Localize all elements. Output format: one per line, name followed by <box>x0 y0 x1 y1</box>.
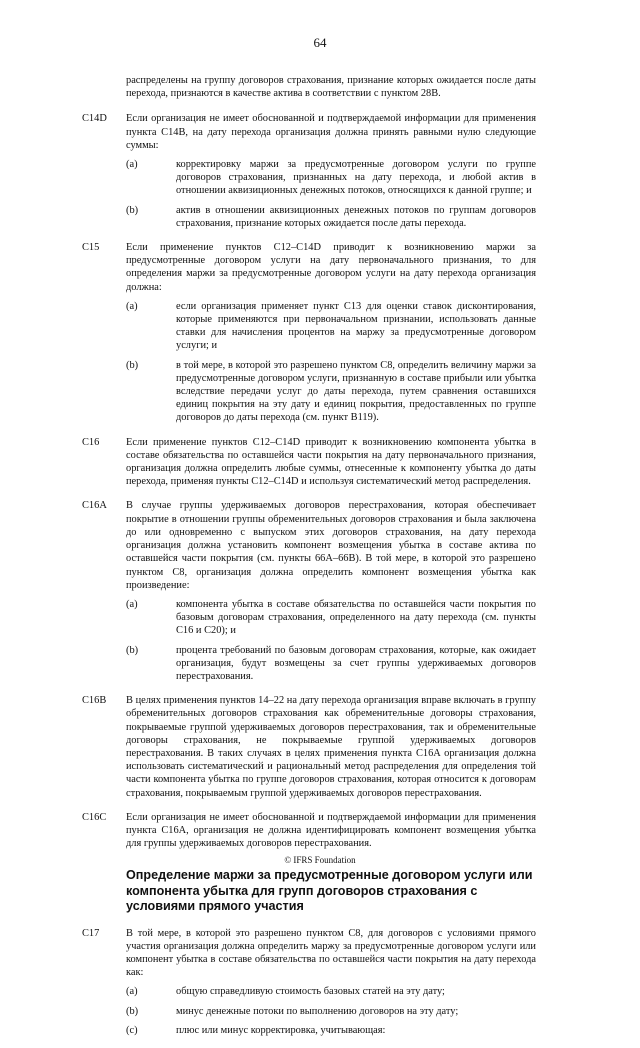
paragraph-c17 <box>82 927 536 1037</box>
paragraph-text: Если применение пунктов C12–C14D приводит к возникновению компонента убытка в составе обязательства по оставшейся части покрытия на дату первоначального признания, организация должна определить любые суммы, отнесенные к компоненту убытка до даты перехода, применяя пункты C12–C14D и используя систематический метод распределения. <box>126 436 536 488</box>
sub-item <box>126 598 536 638</box>
sub-item-text: если организация применяет пункт C13 для оценки ставок дисконтирования, которые применяются при первоначальном признании, использовать данные ставки для начисления процентов на маржу за предусмотренные договором услуги; и <box>176 300 536 352</box>
paragraph-text: В той мере, в которой это разрешено пунктом C8, для договоров с условиями прямого участия организация должна определить маржу за предусмотренные договором услуги или компонент убытка в составе обязательства по оставшейся части покрытия на дату перехода как: <box>126 927 536 979</box>
paragraph-text: Если организация не имеет обоснованной и подтверждаемой информации для применения пункта C14B, на дату перехода организация должна принять равными нулю следующие суммы: <box>126 113 536 151</box>
sub-item <box>126 1005 536 1018</box>
paragraph-id: C14D <box>82 113 107 125</box>
paragraph-id: C16A <box>82 500 107 512</box>
sub-item-label: (b) <box>126 644 139 656</box>
paragraph-text: В случае группы удерживаемых договоров перестрахования, которая обеспечивает покрытие в отношении группы обременительных договоров страхования и была заключена до или одновременно с выпуском этих договоров страхования, на дату перехода организация должна установить компонент возмещения убытка в составе актива по оставшейся части покрытия (см. пункты 66A–66B). В той мере, в которой это разрешено пунктом C8, организация должна определить компонент возмещения убытка как произведение: <box>126 500 536 591</box>
section-heading: Определение маржи за предусмотренные договором услуги или компонента убытка для групп договоров страхования с условиями прямого участия <box>126 868 533 914</box>
paragraph-c15 <box>82 241 536 425</box>
continuation-text: распределены на группу договоров страхования, признание которых ожидается после даты перехода, признаются в качестве актива в соответствии с пунктом 28B. <box>126 75 536 100</box>
sub-item-label: (b) <box>126 359 139 371</box>
sub-item-label: (a) <box>126 159 138 171</box>
paragraph-c16b <box>82 694 536 800</box>
sub-item-text: актив в отношении аквизиционных денежных потоков по группам договоров страхования, признание которых ожидается после даты перехода. <box>176 204 536 229</box>
sub-item-label: (a) <box>126 986 138 998</box>
sub-item-text: компонента убытка в составе обязательства по оставшейся части покрытия по базовым договорам страхования, определенного на дату перехода (см. пункты C16 и C20); и <box>176 598 536 637</box>
sub-item-text: в той мере, в которой это разрешено пунктом C8, определить величину маржи за предусмотренные договором услуги, признанную в составе прибыли или убытка вследствие передачи услуг до даты перехода, путем сравнения оставшихся единиц покрытия на эту дату и единиц покрытия, предоставленных по группе договоров до даты перехода (см. пункт B119). <box>176 359 536 424</box>
sub-item-label: (b) <box>126 204 139 216</box>
footer-copyright: © IFRS Foundation <box>284 855 356 865</box>
page-number: 64 <box>313 35 327 50</box>
paragraph-text: Если применение пунктов C12–C14D приводит к возникновению маржи за предусмотренные договором услуги на дату первоначального признания, то для определения маржи за предусмотренные договором услуги на дату перехода организация должна: <box>126 242 536 293</box>
paragraph-id: C15 <box>82 242 100 254</box>
paragraphs-section <box>82 112 536 850</box>
sub-item <box>126 644 536 684</box>
paragraph-c16c <box>82 811 536 851</box>
paragraph-text: Если организация не имеет обоснованной и подтверждаемой информации для применения пункта C16A, организация не должна идентифицировать компонент возмещения убытка для группы удерживаемых договоров перестрахования. <box>126 811 536 850</box>
page-content <box>82 74 536 1048</box>
sub-item-label: (a) <box>126 300 138 312</box>
sub-item-label: (b) <box>126 1005 139 1017</box>
sub-item <box>126 359 536 425</box>
paragraph-id: C16C <box>82 811 107 823</box>
sub-item-text: общую справедливую стоимость базовых статей на эту дату; <box>176 986 445 998</box>
paragraph-c16 <box>82 436 536 489</box>
sub-item-text: корректировку маржи за предусмотренные договором услуги по группе договоров страхования, признанных на дату перехода, и любой актив в отношении аквизиционных денежных потоков, относящихся к данной группе; и <box>176 159 536 197</box>
paragraph-id: C17 <box>82 927 100 939</box>
sub-item-label: (a) <box>126 598 138 610</box>
sub-item <box>126 985 536 998</box>
sub-item <box>126 300 536 353</box>
sub-item-text: плюс или минус корректировка, учитывающая: <box>176 1024 386 1036</box>
paragraph-c16a <box>82 499 536 683</box>
sub-item-label: (c) <box>126 1024 138 1036</box>
sub-item <box>126 158 536 198</box>
paragraph-id: C16B <box>82 695 107 707</box>
sub-item-text: процента требований по базовым договорам страхования, которые, как ожидает организация, будут возмещены за счет группы удерживаемых договоров перестрахования. <box>176 644 536 682</box>
paragraph-text: В целях применения пунктов 14–22 на дату перехода организация вправе включать в группу обременительных договоров страхования как обременительные договоры страхования, покрываемые группой удерживаемых договоров перестрахования, так и обременительные договоры страхования, не покрываемые группой удерживаемых договоров перестрахования. В таких случаях в целях применения пункта C16A организация должна использовать систематический и рациональный метод распределения для определения той части компонента убытка по группе договоров страхования, которая относится к договорам страхования, покрываемым группой удерживаемых договоров перестрахования. <box>126 695 536 799</box>
sub-item <box>126 204 536 230</box>
paragraph-c14d <box>82 112 536 230</box>
paragraphs-section-2 <box>82 927 536 1037</box>
paragraph-id: C16 <box>82 436 100 448</box>
sub-item-text: минус денежные потоки по выполнению договоров на эту дату; <box>176 1005 459 1017</box>
sub-item <box>126 1024 536 1037</box>
